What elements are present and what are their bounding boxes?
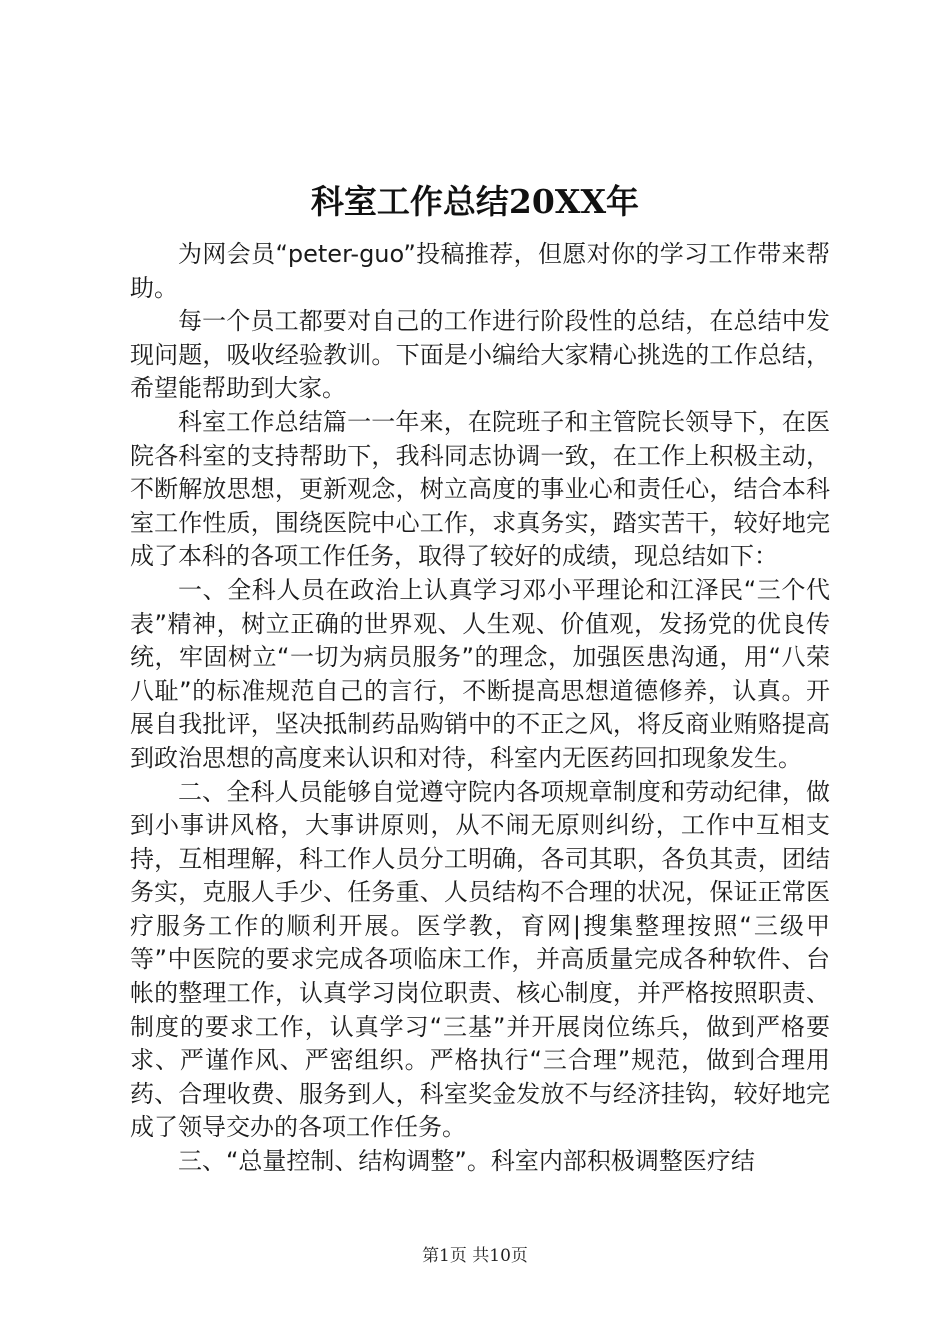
paragraph: 一、全科人员在政治上认真学习邓小平理论和江泽民“三个代表”精神，树立正确的世界观、人生观、价值观，发扬党的优良传统，牢固树立“一切为病员服务”的理念，加强医患沟通，用“八荣八耻”的标准规范自己的言行，不断提高思想道德修养，认真。开展自我批评，坚决抵制药品购销中的不正之风，将反商业贿赂提高到政治思想的高度来认识和对待，科室内无医药回扣现象发生。 xyxy=(130,575,830,772)
document-title: 科室工作总结20XX年 xyxy=(310,182,640,221)
paragraph: 二、全科人员能够自觉遵守院内各项规章制度和劳动纪律，做到小事讲风格，大事讲原则，从不闹无原则纠纷，工作中互相支持，互相理解，科工作人员分工明确，各司其职，各负其责，团结务实，克服人手少、任务重、人员结构不合理的状况，保证正常医疗服务工作的顺利开展。医学教，育网|搜集整理按照“三级甲等”中医院的要求完成各项临床工作，并高质量完成各种软件、台帐的整理工作，认真学习岗位职责、核心制度，并严格按照职责、制度的要求工作，认真学习“三基”并开展岗位练兵，做到严格要求、严谨作风、严密组织。严格执行“三合理”规范，做到合理用药、合理收费、服务到人，科室奖金发放不与经济挂钩，较好地完成了领导交办的各项工作任务。 xyxy=(130,777,830,1142)
paragraph: 为网会员“peter-guo”投稿推荐，但愿对你的学习工作带来帮助。 xyxy=(130,240,830,302)
document-body xyxy=(130,238,830,1179)
paragraph: 每一个员工都要对自己的工作进行阶段性的总结，在总结中发现问题，吸收经验教训。下面是小编给大家精心挑选的工作总结，希望能帮助到大家。 xyxy=(130,307,830,403)
page-footer: 第1页 共10页 xyxy=(422,1246,528,1266)
paragraph: 科室工作总结篇一一年来，在院班子和主管院长领导下，在医院各科室的支持帮助下，我科同志协调一致，在工作上积极主动，不断解放思想，更新观念，树立高度的事业心和责任心，结合本科室工作性质，围绕医院中心工作，求真务实，踏实苦干，较好地完成了本科的各项工作任务，取得了较好的成绩，现总结如下： xyxy=(130,407,830,571)
paragraph: 三、“总量控制、结构调整”。科室内部积极调整医疗结 xyxy=(178,1147,755,1176)
